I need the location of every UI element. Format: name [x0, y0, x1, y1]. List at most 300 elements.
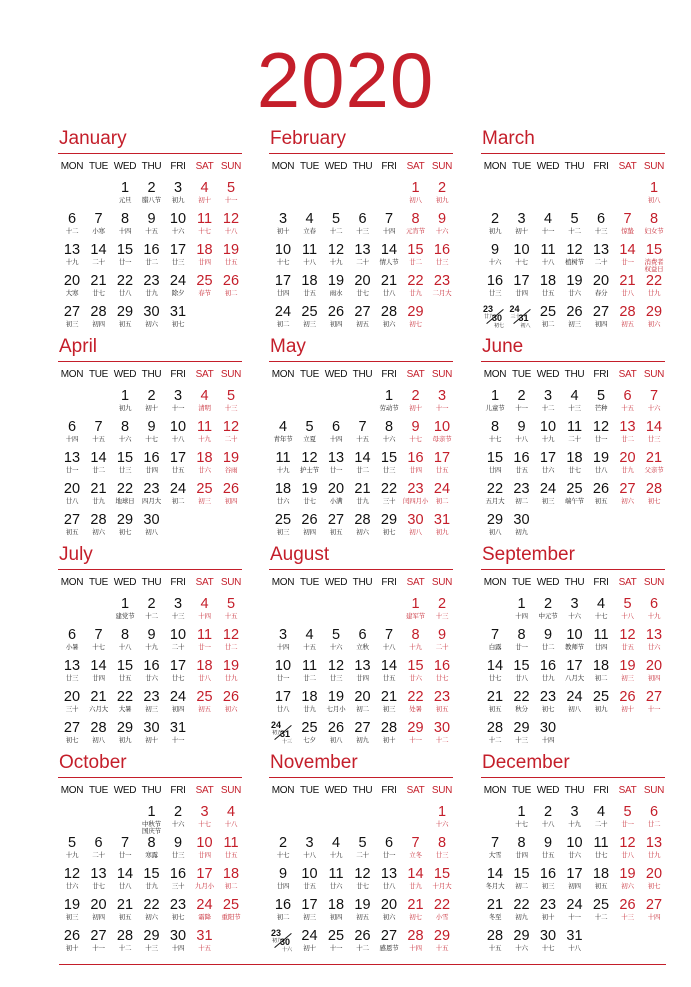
lunar-label: 十九 — [198, 436, 211, 443]
lunar-label: 十一 — [171, 405, 185, 412]
day-number: 22 — [116, 481, 134, 497]
month-name: July — [59, 544, 93, 565]
day-cell — [218, 388, 244, 418]
lunar-label: 十六 — [435, 821, 449, 828]
day-number: 24 — [274, 304, 292, 320]
day-number: 18 — [592, 658, 610, 674]
year-title: 2020 — [256, 36, 435, 124]
day-cell — [403, 242, 429, 272]
weekday-header: FRI — [170, 369, 186, 380]
day-number: 13 — [354, 658, 371, 674]
day-cell — [139, 720, 165, 750]
day-number: 14 — [486, 658, 504, 674]
day-number: 21 — [90, 481, 107, 497]
lunar-label: 初三 — [303, 914, 316, 921]
day-number: 8 — [490, 419, 500, 435]
lunar-label: 二十 — [224, 436, 238, 443]
day-cell — [192, 658, 218, 688]
weekday-header: FRI — [381, 161, 397, 172]
day-number: 13 — [63, 658, 81, 674]
day-number: 19 — [619, 658, 636, 674]
month-panel-december — [482, 752, 666, 957]
lunar-label: 初六 — [224, 706, 238, 713]
day-number: 31 — [169, 720, 187, 736]
day-cell — [297, 512, 323, 542]
weekday-header: SUN — [431, 161, 453, 172]
day-cell — [192, 273, 218, 303]
day-number: 4 — [331, 835, 341, 851]
day-cell — [641, 897, 667, 927]
day-cell — [139, 804, 165, 834]
lunar-label: 廿九 — [647, 852, 661, 859]
day-cell — [509, 211, 535, 241]
weekday-header: WED — [536, 785, 560, 796]
day-cell — [509, 627, 535, 657]
lunar-label: 廿六 — [541, 467, 555, 474]
lunar-label: 廿九 — [621, 467, 634, 474]
lunar-label: 廿一 — [65, 467, 79, 474]
lunar-label: 初八 — [409, 529, 422, 536]
day-number: 12 — [222, 211, 240, 227]
weekday-header: TUE — [511, 369, 532, 380]
weekday-header: SUN — [643, 161, 665, 172]
day-number: 1 — [517, 804, 526, 820]
day-number: 28 — [380, 304, 398, 320]
lunar-label: 十三 — [594, 228, 608, 235]
day-number: 26 — [222, 273, 240, 289]
lunar-label: 廿六 — [409, 675, 422, 682]
day-number: 6 — [623, 388, 632, 404]
day-cell — [509, 866, 535, 896]
day-cell — [139, 273, 165, 303]
day-number: 27 — [327, 512, 345, 528]
lunar-label: 劳动节 — [379, 405, 399, 412]
lunar-label: 十四 — [198, 613, 211, 620]
lunar-label: 十七 — [541, 945, 555, 952]
day-number: 14 — [645, 419, 663, 435]
lunar-label: 廿二 — [145, 259, 158, 266]
day-cell — [86, 928, 112, 958]
day-cell — [192, 596, 218, 626]
lunar-label: 十四 — [541, 737, 555, 744]
day-cell — [86, 419, 112, 449]
day-number: 29 — [513, 928, 530, 944]
split-day-number-top: 24 — [271, 720, 282, 730]
day-cell — [350, 481, 376, 511]
day-cell — [562, 450, 588, 480]
day-cell — [509, 804, 535, 834]
lunar-label: 十五 — [356, 436, 369, 443]
day-number: 1 — [649, 180, 659, 196]
day-number: 4 — [278, 419, 288, 435]
day-number: 1 — [147, 804, 156, 820]
weekday-header: WED — [324, 161, 348, 172]
month-panel-may — [270, 336, 454, 541]
day-number: 25 — [196, 273, 213, 289]
lunar-label: 十四 — [329, 436, 343, 443]
day-number: 22 — [433, 897, 451, 913]
weekday-header: SAT — [195, 161, 214, 172]
day-number: 30 — [513, 512, 530, 528]
day-cell — [323, 627, 349, 657]
day-number: 9 — [147, 211, 156, 227]
day-number: 24 — [566, 897, 583, 913]
day-cell — [192, 928, 218, 958]
day-number: 22 — [116, 273, 134, 289]
day-number: 16 — [539, 866, 557, 882]
day-number: 13 — [327, 450, 345, 466]
day-cell — [403, 180, 429, 210]
lunar-label: 初三 — [621, 675, 634, 682]
day-cell — [112, 689, 138, 719]
month-divider — [58, 777, 242, 778]
month-name: June — [482, 336, 524, 357]
lunar-label: 初十 — [409, 405, 422, 412]
lunar-label: 廿八 — [621, 290, 634, 297]
day-number: 13 — [63, 242, 81, 258]
split-day-number-bottom: 30 — [492, 313, 503, 323]
day-number: 21 — [380, 689, 398, 705]
lunar-label: 廿六 — [198, 467, 211, 474]
day-cell — [403, 928, 429, 958]
lunar-label: 十一 — [171, 737, 185, 744]
lunar-label: 初十 — [65, 945, 79, 952]
day-cell — [588, 273, 614, 303]
lunar-label: 二十 — [356, 852, 369, 859]
day-cell — [86, 481, 112, 511]
day-cell — [59, 658, 85, 688]
day-cell — [270, 658, 296, 688]
day-cell — [641, 481, 667, 511]
lunar-label: 小满 — [329, 498, 343, 505]
day-number: 28 — [619, 304, 636, 320]
day-cell — [218, 627, 244, 657]
day-number: 28 — [645, 481, 663, 497]
lunar-label: 初五 — [118, 321, 132, 328]
day-number: 18 — [301, 689, 318, 705]
lunar-label: 十六 — [568, 613, 581, 620]
day-cell — [482, 388, 508, 418]
day-cell — [112, 388, 138, 418]
day-cell — [297, 273, 323, 303]
day-number: 29 — [380, 512, 398, 528]
day-cell — [86, 627, 112, 657]
lunar-label: 初七 — [409, 914, 422, 921]
day-cell — [192, 211, 218, 241]
day-cell — [615, 897, 641, 927]
day-number: 14 — [90, 242, 107, 258]
split-day-number-bottom: 30 — [280, 937, 291, 947]
day-cell — [59, 211, 85, 241]
day-number: 20 — [592, 273, 610, 289]
lunar-label: 十九 — [329, 259, 343, 266]
day-cell — [59, 273, 85, 303]
day-number: 30 — [407, 512, 424, 528]
lunar-label: 十一 — [92, 945, 105, 952]
lunar-label: 初五 — [488, 706, 502, 713]
day-number: 17 — [274, 689, 292, 705]
lunar-label: 廿七 — [92, 883, 105, 890]
day-cell — [482, 897, 508, 927]
day-number: 14 — [380, 242, 398, 258]
lunar-label: 十五 — [224, 613, 238, 620]
day-number: 9 — [173, 835, 183, 851]
day-number: 17 — [169, 658, 187, 674]
day-cell — [59, 928, 85, 958]
lunar-label: 廿二 — [303, 675, 316, 682]
lunar-label: 十二 — [329, 228, 343, 235]
day-number: 25 — [301, 304, 318, 320]
lunar-label: 廿六 — [329, 883, 343, 890]
day-cell — [350, 304, 376, 334]
day-number: 15 — [407, 658, 424, 674]
lunar-label: 十八 — [171, 436, 185, 443]
day-cell — [112, 273, 138, 303]
lunar-label: 十二 — [356, 945, 369, 952]
day-cell — [350, 419, 376, 449]
lunar-label: 十一 — [541, 228, 555, 235]
month-divider — [269, 777, 453, 778]
day-number: 7 — [384, 211, 394, 227]
day-cell — [562, 897, 588, 927]
day-cell — [218, 450, 244, 480]
day-number: 9 — [147, 627, 156, 643]
lunar-label: 初九 — [118, 405, 132, 412]
day-number: 28 — [380, 720, 398, 736]
day-cell — [350, 897, 376, 927]
lunar-label: 初十 — [276, 228, 290, 235]
lunar-label: 初七 — [171, 914, 185, 921]
day-cell — [588, 627, 614, 657]
day-cell — [429, 273, 455, 303]
lunar-label: 立夏 — [303, 436, 316, 443]
day-number: 24 — [539, 481, 557, 497]
day-number: 26 — [63, 928, 81, 944]
day-cell — [112, 211, 138, 241]
day-number: 28 — [486, 720, 504, 736]
weekday-header: SAT — [406, 785, 425, 796]
day-number: 14 — [90, 450, 107, 466]
day-cell — [350, 512, 376, 542]
day-cell — [86, 866, 112, 896]
day-cell — [588, 689, 614, 719]
day-number: 8 — [411, 627, 420, 643]
lunar-label: 教师节 — [565, 644, 584, 651]
day-number: 2 — [437, 180, 447, 196]
lunar-label: 廿三 — [329, 675, 343, 682]
day-number: 27 — [63, 720, 81, 736]
day-number: 8 — [120, 627, 130, 643]
day-cell — [192, 835, 218, 865]
lunar-label: 情人节 — [379, 259, 399, 266]
day-number: 19 — [63, 897, 81, 913]
lunar-label: 初六 — [145, 321, 158, 328]
day-number: 4 — [200, 388, 209, 404]
day-cell — [86, 835, 112, 865]
day-number: 22 — [407, 273, 424, 289]
lunar-label: 初四 — [568, 883, 581, 890]
lunar-label: 廿四 — [276, 883, 290, 890]
day-number: 5 — [226, 596, 236, 612]
month-divider — [269, 361, 453, 362]
day-number: 11 — [540, 242, 556, 258]
day-number: 1 — [490, 388, 500, 404]
lunar-label: 十二 — [435, 737, 449, 744]
day-number: 22 — [116, 689, 134, 705]
day-number: 22 — [486, 481, 504, 497]
day-cell — [482, 835, 508, 865]
lunar-label: 廿六 — [276, 498, 290, 505]
day-number: 5 — [570, 211, 579, 227]
day-cell — [86, 242, 112, 272]
day-number: 26 — [354, 928, 371, 944]
day-number: 19 — [222, 242, 240, 258]
day-number: 26 — [619, 689, 636, 705]
day-number: 16 — [274, 897, 292, 913]
day-number: 12 — [63, 866, 81, 882]
day-number: 1 — [120, 180, 130, 196]
day-cell — [165, 304, 191, 334]
day-number: 14 — [116, 866, 134, 882]
day-cell — [86, 689, 112, 719]
day-cell — [641, 835, 667, 865]
day-cell — [403, 596, 429, 626]
day-number: 3 — [173, 596, 183, 612]
day-number: 2 — [543, 804, 553, 820]
lunar-label: 十三 — [145, 945, 158, 952]
day-cell — [588, 835, 614, 865]
lunar-label: 初九 — [118, 737, 132, 744]
month-panel-july — [59, 544, 243, 749]
weekday-header: THU — [352, 161, 373, 172]
day-number: 26 — [222, 481, 240, 497]
lunar-label: 惊蛰 — [621, 228, 634, 235]
split-day-lunar-top: 初九 — [272, 938, 283, 944]
weekday-header: TUE — [88, 785, 109, 796]
day-number: 16 — [169, 866, 187, 882]
day-cell — [350, 242, 376, 272]
lunar-label: 廿一 — [118, 259, 132, 266]
lunar-label: 廿九 — [145, 883, 158, 890]
day-cell — [376, 273, 402, 303]
day-number: 19 — [301, 481, 318, 497]
lunar-label: 十三 — [224, 405, 238, 412]
lunar-label: 十九 — [65, 259, 79, 266]
day-number: 10 — [169, 419, 187, 435]
day-number: 23 — [539, 689, 557, 705]
day-cell — [218, 481, 244, 511]
day-number: 5 — [623, 596, 632, 612]
day-cell — [588, 897, 614, 927]
lunar-label: 十一 — [515, 405, 528, 412]
lunar-label: 初五 — [621, 321, 634, 328]
split-day-lunar-bottom: 十三 — [282, 739, 293, 745]
day-cell — [403, 419, 429, 449]
weekday-header: FRI — [593, 785, 609, 796]
lunar-label: 十五 — [435, 945, 449, 952]
split-day-cell — [482, 304, 508, 334]
day-number: 18 — [196, 450, 213, 466]
weekday-header: SUN — [643, 577, 665, 588]
day-number: 31 — [196, 928, 213, 944]
lunar-label: 二十 — [171, 644, 185, 651]
day-number: 16 — [143, 450, 160, 466]
lunar-label: 初四 — [303, 529, 316, 536]
lunar-label: 端午节 — [565, 498, 584, 505]
lunar-label: 十六 — [435, 228, 449, 235]
day-cell — [323, 512, 349, 542]
day-cell — [350, 273, 376, 303]
day-number: 19 — [592, 450, 610, 466]
day-cell — [615, 273, 641, 303]
day-cell — [218, 419, 244, 449]
day-cell — [641, 388, 667, 418]
day-cell — [535, 304, 561, 334]
lunar-label: 廿九 — [145, 290, 158, 297]
lunar-label: 廿八 — [198, 675, 211, 682]
lunar-label: 初三 — [65, 914, 79, 921]
lunar-label: 廿七 — [488, 675, 502, 682]
month-panel-november — [270, 752, 454, 957]
lunar-label: 廿九 — [541, 675, 555, 682]
day-number: 23 — [143, 689, 160, 705]
day-cell — [615, 481, 641, 511]
day-cell — [297, 211, 323, 241]
day-cell — [350, 835, 376, 865]
lunar-label: 七月小 — [326, 706, 346, 713]
lunar-label: 廿六 — [568, 290, 581, 297]
lunar-label: 廿七 — [594, 852, 608, 859]
day-cell — [112, 596, 138, 626]
lunar-label: 十七 — [145, 436, 158, 443]
day-cell — [218, 658, 244, 688]
day-number: 23 — [539, 897, 557, 913]
day-cell — [218, 180, 244, 210]
day-number: 15 — [116, 658, 134, 674]
day-cell — [86, 720, 112, 750]
lunar-label: 初十 — [303, 945, 316, 952]
day-cell — [297, 720, 323, 750]
lunar-label: 廿五 — [224, 852, 238, 859]
day-number: 20 — [63, 689, 81, 705]
day-number: 23 — [143, 273, 160, 289]
day-cell — [165, 596, 191, 626]
day-cell — [535, 627, 561, 657]
lunar-label: 初九 — [594, 706, 608, 713]
lunar-label: 初二 — [171, 498, 185, 505]
lunar-label: 十一 — [568, 914, 581, 921]
day-number: 13 — [645, 835, 663, 851]
lunar-label: 廿一 — [594, 436, 608, 443]
day-cell — [112, 897, 138, 927]
weekday-header: SAT — [618, 161, 637, 172]
lunar-label: 初八 — [568, 706, 581, 713]
day-number: 13 — [619, 419, 636, 435]
lunar-label: 十七 — [276, 259, 290, 266]
lunar-label: 十八 — [224, 821, 238, 828]
day-cell — [535, 804, 561, 834]
day-cell — [59, 419, 85, 449]
day-number: 25 — [592, 897, 610, 913]
day-number: 2 — [147, 180, 156, 196]
lunar-label: 廿七 — [171, 675, 185, 682]
lunar-label: 初二 — [356, 706, 369, 713]
lunar-label: 十九 — [65, 852, 79, 859]
day-cell — [376, 627, 402, 657]
day-cell — [112, 720, 138, 750]
lunar-label: 初二 — [224, 290, 238, 297]
day-cell — [297, 658, 323, 688]
